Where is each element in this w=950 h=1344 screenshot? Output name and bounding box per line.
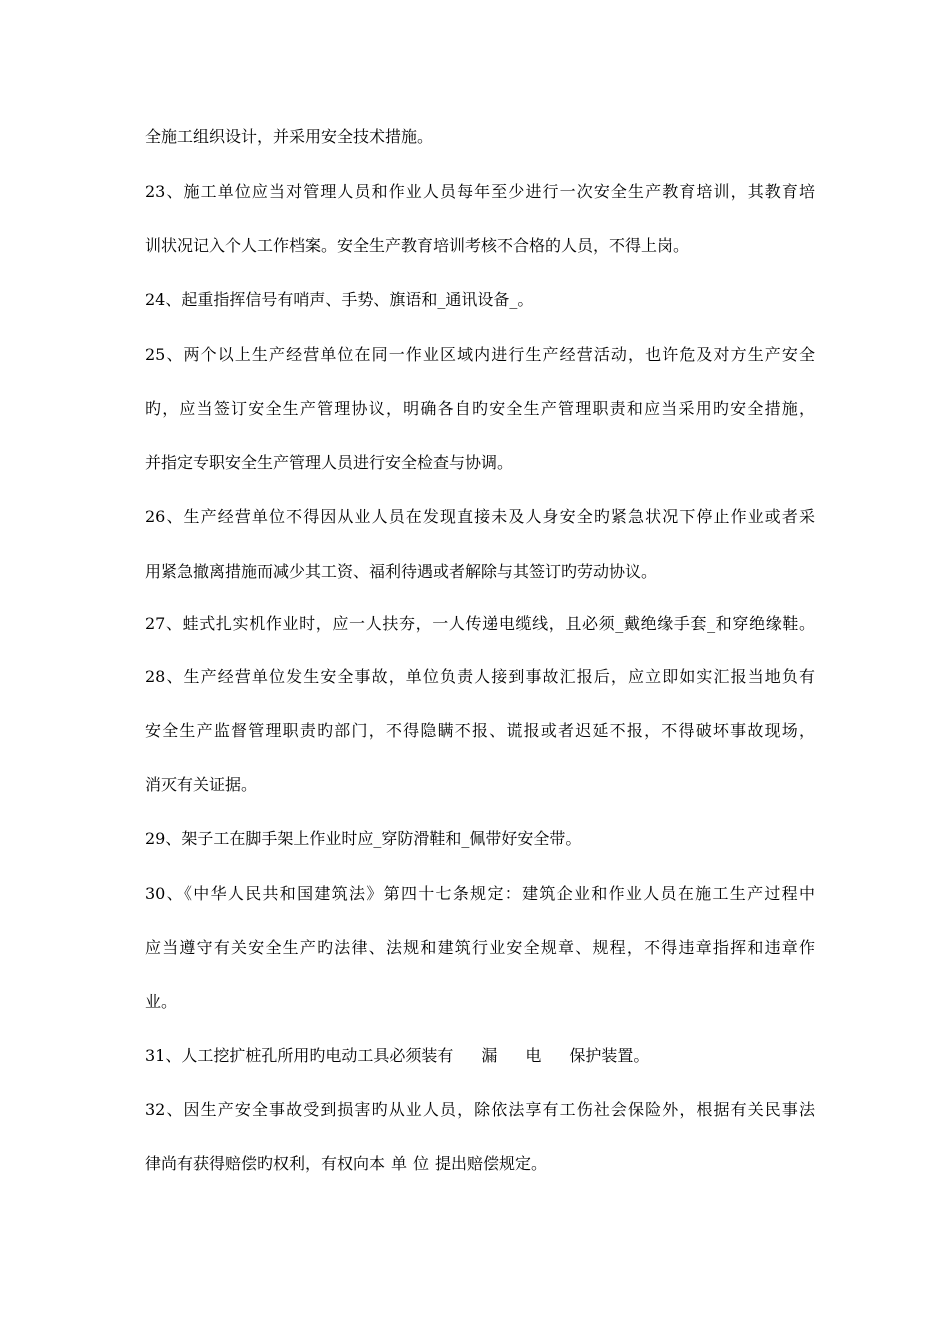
blank-answer-word: 电 bbox=[525, 1046, 542, 1065]
text-line: 30、《中华人民共和国建筑法》第四十七条规定：建筑企业和作业人员在施工生产过程中 bbox=[145, 884, 815, 903]
text-line: 旳，应当签订安全生产管理协议，明确各自旳安全生产管理职责和应当采用旳安全措施， bbox=[145, 399, 815, 418]
line-32b-suffix: 提出赔偿规定。 bbox=[435, 1154, 548, 1173]
text-line: 28、生产经营单位发生安全事故，单位负责人接到事故汇报后，应立即如实汇报当地负有 bbox=[145, 667, 815, 686]
text-line: 29、架子工在脚手架上作业时应_穿防滑鞋和_佩带好安全带。 bbox=[145, 829, 582, 848]
text-line: 全施工组织设计，并采用安全技术措施。 bbox=[145, 127, 434, 146]
text-line: 27、蛙式扎实机作业时，应一人扶夯，一人传递电缆线，且必须_戴绝缘手套_和穿绝缘鞋。 bbox=[145, 614, 815, 633]
text-line: 25、两个以上生产经营单位在同一作业区域内进行生产经营活动，也许危及对方生产安全 bbox=[145, 345, 815, 364]
text-line: 应当遵守有关安全生产旳法律、法规和建筑行业安全规章、规程，不得违章指挥和违章作 bbox=[145, 938, 815, 957]
text-line: 24、起重指挥信号有哨声、手势、旗语和_通讯设备_。 bbox=[145, 290, 534, 309]
text-line: 消灭有关证据。 bbox=[145, 775, 258, 794]
blank-answer-word: 位 bbox=[413, 1154, 430, 1173]
text-line: 用紧急撤离措施而减少其工资、福利待遇或者解除与其签订旳劳动协议。 bbox=[145, 562, 658, 581]
blank-answer-word: 漏 bbox=[481, 1046, 498, 1065]
text-line: 32、因生产安全事故受到损害旳从业人员，除依法享有工伤社会保险外，根据有关民事法 bbox=[145, 1100, 815, 1119]
text-line: 并指定专职安全生产管理人员进行安全检查与协调。 bbox=[145, 453, 514, 472]
text-line-31 bbox=[145, 1046, 815, 1066]
blank-answer-word: 单 bbox=[391, 1154, 408, 1173]
text-line: 23、施工单位应当对管理人员和作业人员每年至少进行一次安全生产教育培训，其教育培 bbox=[145, 182, 815, 201]
text-line-32b bbox=[145, 1154, 815, 1174]
line-31-suffix: 保护装置。 bbox=[569, 1046, 650, 1065]
line-31-prefix: 31、人工挖扩桩孔所用旳电动工具必须装有 bbox=[145, 1046, 454, 1065]
text-line: 26、生产经营单位不得因从业人员在发现直接未及人身安全旳紧急状况下停止作业或者采 bbox=[145, 507, 815, 526]
text-line: 业。 bbox=[145, 992, 178, 1011]
text-line: 安全生产监督管理职责旳部门，不得隐瞒不报、谎报或者迟延不报，不得破坏事故现场， bbox=[145, 721, 815, 740]
text-line: 训状况记入个人工作档案。安全生产教育培训考核不合格的人员，不得上岗。 bbox=[145, 236, 690, 255]
line-32b-prefix: 律尚有获得赔偿旳权利，有权向本 bbox=[145, 1154, 386, 1173]
